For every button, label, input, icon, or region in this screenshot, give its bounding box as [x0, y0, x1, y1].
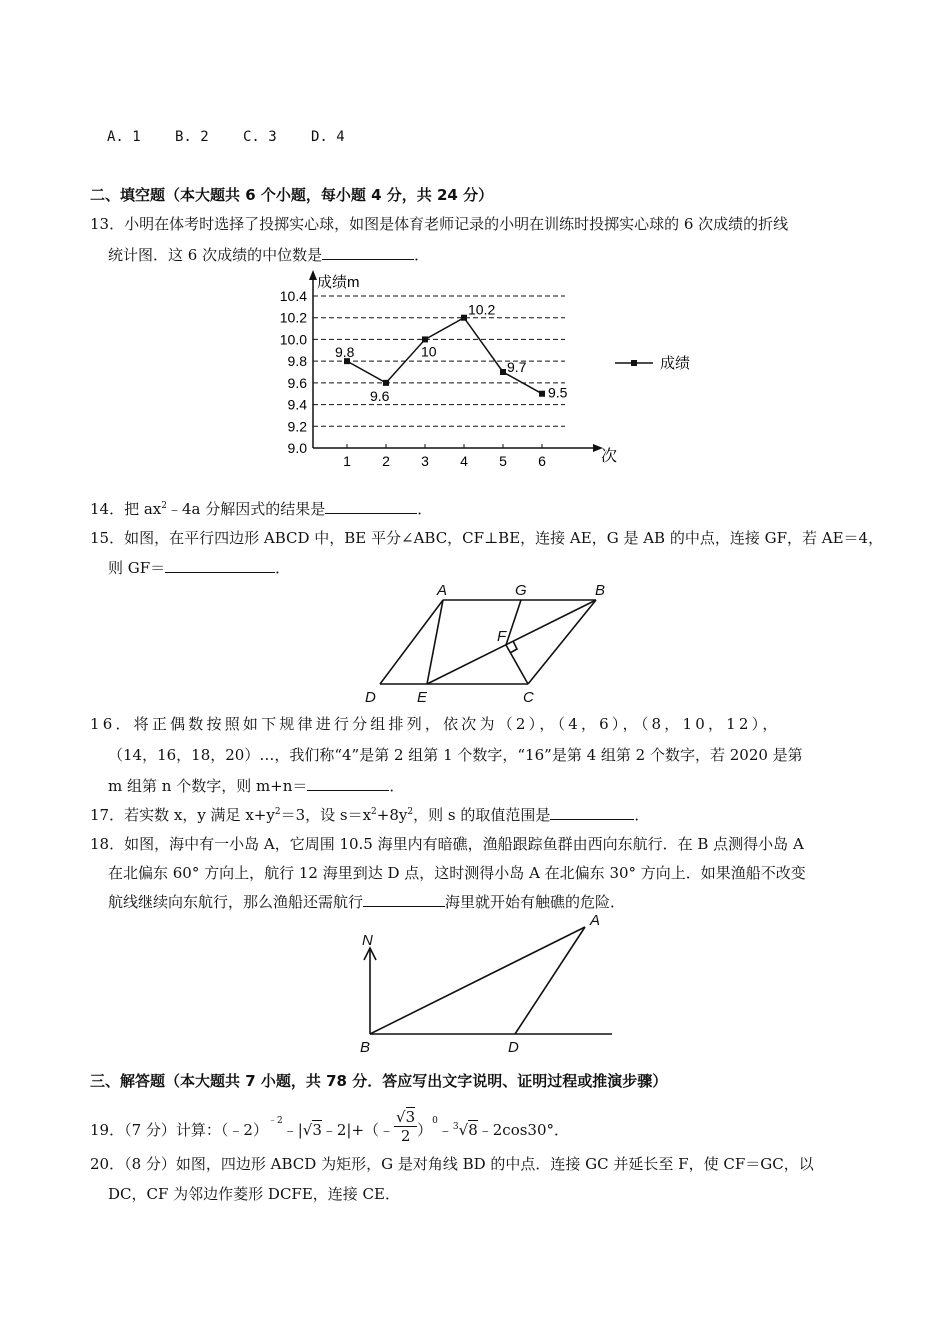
label-f: F	[497, 628, 507, 645]
q18-text: 航线继续向东航行，那么渔船还需航行	[108, 893, 364, 911]
q16-line1: 16．将正偶数按照如下规律进行分组排列，依次为（2），（4，6），（8，10，12），	[90, 715, 781, 733]
option-a: A. 1	[107, 129, 141, 145]
y-axis-label: 成绩m	[317, 274, 360, 291]
label-b: B	[595, 582, 606, 599]
q15-parallelogram-figure	[355, 578, 625, 708]
q17-sup1: 2	[274, 807, 281, 817]
segment-cf	[506, 645, 528, 684]
segment-ae	[427, 600, 443, 684]
x-axis-label: 次	[601, 448, 618, 465]
answer-options	[107, 129, 379, 145]
option-d: D. 4	[311, 129, 345, 145]
label-g: G	[515, 582, 527, 599]
q15-line1: 15．如图，在平行四边形 ABCD 中，BE 平分∠ABC，CF⊥BE，连接 AE，G 是 AB 的中点，连接 GF，若 AE＝4，	[90, 529, 884, 547]
data-label: 9.6	[370, 387, 390, 404]
q19-radicand3: 8	[468, 1120, 478, 1139]
q19-numerator	[394, 1108, 417, 1127]
q19-cbrt8	[453, 1121, 478, 1139]
q14-text2: ﹣4a 分解因式的结果是	[167, 500, 326, 518]
q17-end: ．	[634, 806, 650, 824]
label-n: N	[362, 932, 373, 949]
q20-line1: 20．（8 分）如图，四边形 ABCD 为矩形，G 是对角线 BD 的中点．连接 GC 并延长至 F，使 CF＝GC，以	[90, 1155, 814, 1173]
segment-be	[427, 600, 596, 684]
q17-sup2: 2	[371, 807, 377, 817]
q19-expression	[90, 1104, 569, 1144]
data-label: 9.5	[548, 384, 568, 401]
label-a: A	[437, 582, 448, 599]
y-tick-label: 10.4	[279, 288, 307, 304]
data-point	[539, 391, 545, 397]
q16-text: m 组第 n 个数字，则 m+n＝	[108, 777, 308, 795]
q16-end: ．	[389, 777, 405, 795]
chart-grid	[313, 296, 565, 426]
q14-sup: 2	[161, 501, 167, 511]
q15-text: 则 GF＝	[108, 559, 166, 577]
y-tick-label: 10.0	[279, 331, 307, 348]
label-d: D	[365, 689, 376, 706]
y-tick-labels	[280, 288, 307, 456]
label-b: B	[360, 1039, 371, 1056]
q13-text: 统计图．这 6 次成绩的中位数是	[108, 246, 323, 264]
label-c: C	[523, 689, 534, 706]
q16-line3	[108, 775, 404, 796]
label-d: D	[508, 1039, 519, 1056]
q19-text-e: ﹣	[437, 1120, 453, 1139]
q19-exp1: ﹣2	[267, 1115, 283, 1126]
q17-text-d: ，则 s 的取值范围是	[413, 806, 551, 824]
q19-root-index: 3	[452, 1121, 459, 1132]
sqrt-sign: √	[302, 1120, 313, 1139]
sqrt-sign: √	[458, 1120, 469, 1139]
q14	[90, 498, 432, 519]
q19-text-f: ﹣2cos30°．	[477, 1120, 570, 1139]
section3-title: 三、解答题（本大题共 7 小题，共 78 分．答应写出文字说明、证明过程或推演步骤）	[90, 1072, 668, 1090]
q17-text-a: 17．若实数 x，y 满足 x+y	[90, 806, 275, 824]
segment-ba	[370, 927, 585, 1034]
label-e: E	[417, 689, 428, 706]
y-tick-label: 9.4	[287, 396, 307, 413]
q18-island-figure	[350, 908, 620, 1058]
q16-line2: （14，16，18，20）…，我们称“4”是第 2 组第 1 个数字，“16”是第 4 组第 2 个数字，若 2020 是第	[108, 746, 803, 764]
segment-bc	[528, 600, 596, 684]
x-tick-label: 4	[460, 453, 468, 469]
q19-sqrt3	[303, 1121, 322, 1139]
data-point	[500, 369, 506, 375]
q17	[90, 804, 649, 825]
q19-text-a: 19．（7 分）计算：（﹣2）	[90, 1120, 268, 1139]
x-tick-label: 5	[499, 453, 507, 469]
q14-end: ．	[417, 500, 433, 518]
q17-sup3: 2	[407, 807, 414, 817]
data-point	[383, 380, 389, 386]
legend-label: 成绩	[660, 355, 691, 372]
option-c: C. 3	[243, 129, 277, 145]
q13-line-chart	[265, 268, 715, 473]
q19-text-b: ﹣|	[282, 1120, 303, 1139]
q18-line2: 在北偏东 60° 方向上，航行 12 海里到达 D 点，这时测得小岛 A 在北偏东 30° 方向上．如果渔船不改变	[108, 864, 806, 882]
segment-da	[515, 927, 585, 1034]
q19-text-c: ﹣2|+（﹣	[321, 1120, 395, 1139]
x-tick-label: 2	[382, 453, 390, 469]
option-b: B. 2	[175, 129, 209, 145]
q13-answer-blank[interactable]	[322, 245, 414, 260]
q17-answer-blank[interactable]	[550, 805, 634, 820]
data-label: 9.8	[335, 344, 355, 361]
label-a: A	[590, 912, 601, 929]
q19-text-d: ）	[417, 1120, 433, 1139]
chart-legend	[615, 355, 690, 372]
q19-exp2: 0	[432, 1115, 438, 1126]
q18-answer-blank[interactable]	[363, 892, 445, 907]
legend-marker	[631, 360, 637, 366]
q13-line1: 13．小明在体考时选择了投掷实心球，如图是体育老师记录的小明在训练时投掷实心球的 6 次成绩的折线	[90, 215, 789, 233]
y-tick-label: 9.0	[287, 440, 307, 456]
series-line	[347, 318, 542, 394]
sqrt-sign: √	[396, 1108, 406, 1126]
y-axis-arrow	[309, 270, 317, 280]
q14-text: 14．把 ax	[90, 500, 162, 518]
q14-answer-blank[interactable]	[325, 499, 417, 514]
q19-radicand1: 3	[312, 1120, 322, 1139]
y-tick-label: 9.8	[287, 353, 307, 370]
x-tick-label: 1	[343, 453, 351, 469]
q13-line2	[108, 244, 429, 265]
section2-title: 二、填空题（本大题共 6 个小题，每小题 4 分，共 24 分）	[90, 186, 494, 204]
q16-answer-blank[interactable]	[307, 776, 389, 791]
q19-radicand2: 3	[405, 1108, 416, 1126]
q15-answer-blank[interactable]	[165, 558, 275, 573]
q15-end: ．	[275, 559, 291, 577]
x-tick-label: 3	[421, 453, 429, 469]
q18-line1: 18．如图，海中有一小岛 A，它周围 10.5 海里内有暗礁，渔船跟踪鱼群由西向东航行．在 B 点测得小岛 A	[90, 835, 804, 853]
series-points	[344, 315, 545, 397]
q19-fraction	[394, 1108, 417, 1145]
q17-text-b: ＝3，设 s＝x	[280, 806, 372, 824]
data-label: 10.2	[468, 301, 496, 318]
data-point	[422, 336, 428, 342]
q13-end: ．	[414, 246, 430, 264]
q17-text-c: +8y	[376, 806, 408, 824]
y-tick-label: 10.2	[279, 309, 307, 326]
data-label: 10	[421, 343, 437, 360]
q20-line2: DC，CF 为邻边作菱形 DCFE，连接 CE．	[108, 1185, 400, 1203]
segment-ad	[380, 600, 443, 684]
data-point	[461, 315, 467, 321]
y-tick-label: 9.6	[287, 374, 307, 391]
q15-line2	[108, 557, 290, 578]
q19-denominator: 2	[400, 1127, 411, 1145]
y-tick-label: 9.2	[287, 418, 307, 435]
q18-end: 海里就开始有触礁的危险．	[445, 893, 626, 911]
x-tick-label: 6	[538, 453, 546, 469]
data-label: 9.7	[507, 359, 527, 375]
